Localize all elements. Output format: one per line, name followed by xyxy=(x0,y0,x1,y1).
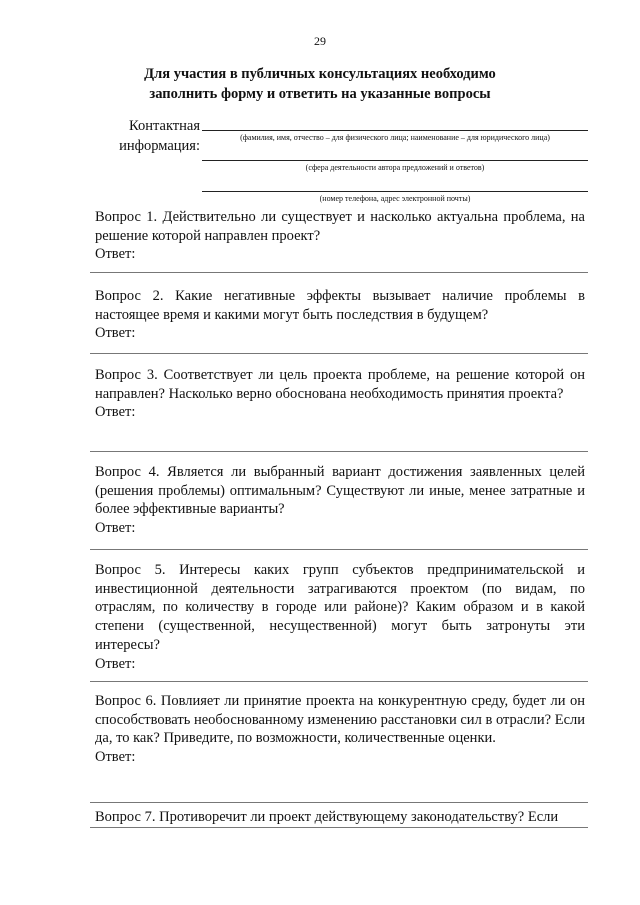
contact-label-line-1: Контактная xyxy=(129,118,200,134)
question-5-answer-label: Ответ: xyxy=(95,655,136,672)
contact-phone-caption: (номер телефона, адрес электронной почты) xyxy=(319,194,471,203)
question-2 xyxy=(95,287,585,343)
question-3-text: Вопрос 3. Соответствует ли цель проекта проблеме, на решение которой он направлен? Насколько верно обоснована необходимость принятия проекта? xyxy=(95,367,585,402)
answer-line-3[interactable] xyxy=(90,451,588,452)
form-title xyxy=(110,64,530,104)
question-4-text: Вопрос 4. Является ли выбранный вариант достижения заявленных целей (решения проблемы) оптимальным? Существуют ли иные, менее затратные и более эффективные варианты? xyxy=(95,464,585,518)
question-6-answer-label: Ответ: xyxy=(95,749,136,766)
contact-name-line[interactable] xyxy=(202,130,588,131)
answer-line-4[interactable] xyxy=(90,549,588,550)
question-5-text: Вопрос 5. Интересы каких групп субъектов предпринимательской и инвестиционной деятельности затрагиваются проектом (по видам, по отраслям, по количеству в городе или районе)? Каким образом и в какой степени (существенной, несущественной) могут быть затронуты эти интересы? xyxy=(95,562,585,653)
question-3 xyxy=(95,366,585,422)
question-1 xyxy=(95,208,585,264)
contact-label xyxy=(100,116,200,156)
question-2-answer-label: Ответ: xyxy=(95,325,136,342)
question-5 xyxy=(95,561,585,673)
page-number: 29 xyxy=(314,34,326,48)
answer-line-5[interactable] xyxy=(90,681,588,682)
question-1-answer-label: Ответ: xyxy=(95,246,136,263)
contact-label-line-2: информация: xyxy=(119,138,200,154)
question-2-text: Вопрос 2. Какие негативные эффекты вызывает наличие проблемы в настоящее время и какими могут быть последствия в будущем? xyxy=(95,288,585,323)
question-4-answer-label: Ответ: xyxy=(95,520,136,537)
answer-line-2[interactable] xyxy=(90,353,588,354)
answer-line-1[interactable] xyxy=(90,272,588,273)
contact-name-caption: (фамилия, имя, отчество – для физического лица; наименование – для юридического лица) xyxy=(240,133,550,142)
question-4 xyxy=(95,463,585,538)
title-line-2: заполнить форму и ответить на указанные вопросы xyxy=(149,86,491,102)
contact-sphere-line[interactable] xyxy=(202,160,588,161)
answer-line-6[interactable] xyxy=(90,802,588,803)
question-7-text: Вопрос 7. Противоречит ли проект действующему законодательству? Если xyxy=(95,809,559,825)
question-1-text: Вопрос 1. Действительно ли существует и насколько актуальна проблема, на решение которой направлен проект? xyxy=(95,209,585,244)
question-6-text: Вопрос 6. Повлияет ли принятие проекта на конкурентную среду, будет ли он способствовать необоснованному изменению расстановки сил в отрасли? Если да, то как? Приведите, по возможности, количественные оценки. xyxy=(95,693,585,747)
question-6 xyxy=(95,692,585,767)
question-3-answer-label: Ответ: xyxy=(95,404,136,421)
contact-sphere-caption: (сфера деятельности автора предложений и ответов) xyxy=(305,163,485,172)
answer-line-7[interactable] xyxy=(90,827,588,828)
question-7 xyxy=(95,808,585,827)
title-line-1: Для участия в публичных консультациях необходимо xyxy=(144,66,496,82)
contact-phone-line[interactable] xyxy=(202,191,588,192)
